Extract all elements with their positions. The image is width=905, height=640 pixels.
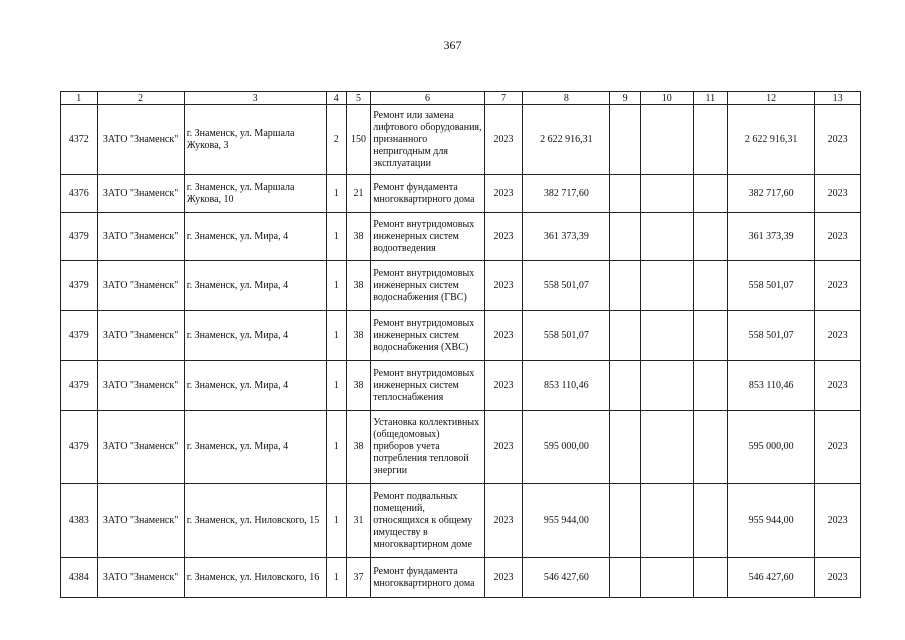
column-header: 1 (61, 92, 98, 105)
cell-c11 (693, 261, 727, 311)
cell-c11 (693, 213, 727, 261)
cell-c13: 2023 (815, 261, 861, 311)
table-row (61, 484, 861, 558)
cell-c11 (693, 105, 727, 175)
cell-c4: 1 (326, 213, 346, 261)
cell-org: ЗАТО "Знаменск" (97, 558, 184, 598)
cell-year: 2023 (484, 484, 523, 558)
cell-c13: 2023 (815, 411, 861, 484)
table-row (61, 175, 861, 213)
column-header: 9 (610, 92, 640, 105)
cell-work: Ремонт внутридомовых инженерных систем водоотведения (371, 213, 485, 261)
cell-c10 (640, 484, 693, 558)
cell-c9 (610, 361, 640, 411)
cell-org: ЗАТО "Знаменск" (97, 484, 184, 558)
cell-org: ЗАТО "Знаменск" (97, 311, 184, 361)
cell-c10 (640, 411, 693, 484)
table-row (61, 213, 861, 261)
table-row (61, 411, 861, 484)
cell-org: ЗАТО "Знаменск" (97, 261, 184, 311)
cell-org: ЗАТО "Знаменск" (97, 411, 184, 484)
cell-work: Ремонт фундамента многоквартирного дома (371, 558, 485, 598)
cell-c12: 546 427,60 (728, 558, 815, 598)
cell-address: г. Знаменск, ул. Мира, 4 (184, 361, 326, 411)
cell-c5: 38 (346, 361, 370, 411)
cell-total: 546 427,60 (523, 558, 610, 598)
cell-total: 382 717,60 (523, 175, 610, 213)
cell-id: 4379 (61, 411, 98, 484)
cell-c10 (640, 175, 693, 213)
table-row (61, 558, 861, 598)
cell-total: 2 622 916,31 (523, 105, 610, 175)
table-header-row (61, 92, 861, 105)
cell-work: Ремонт фундамента многоквартирного дома (371, 175, 485, 213)
cell-c5: 38 (346, 261, 370, 311)
cell-c13: 2023 (815, 213, 861, 261)
cell-year: 2023 (484, 105, 523, 175)
table-row (61, 361, 861, 411)
cell-c10 (640, 361, 693, 411)
column-header: 8 (523, 92, 610, 105)
cell-id: 4372 (61, 105, 98, 175)
cell-c12: 955 944,00 (728, 484, 815, 558)
cell-c12: 558 501,07 (728, 311, 815, 361)
cell-address: г. Знаменск, ул. Ниловского, 15 (184, 484, 326, 558)
cell-c12: 853 110,46 (728, 361, 815, 411)
cell-org: ЗАТО "Знаменск" (97, 361, 184, 411)
cell-total: 595 000,00 (523, 411, 610, 484)
cell-total: 558 501,07 (523, 261, 610, 311)
cell-address: г. Знаменск, ул. Мира, 4 (184, 213, 326, 261)
cell-org: ЗАТО "Знаменск" (97, 175, 184, 213)
cell-c4: 1 (326, 411, 346, 484)
cell-total: 853 110,46 (523, 361, 610, 411)
cell-c13: 2023 (815, 105, 861, 175)
cell-c9 (610, 484, 640, 558)
cell-c13: 2023 (815, 175, 861, 213)
cell-c9 (610, 105, 640, 175)
cell-c11 (693, 411, 727, 484)
cell-id: 4384 (61, 558, 98, 598)
column-header: 6 (371, 92, 485, 105)
cell-total: 558 501,07 (523, 311, 610, 361)
cell-id: 4379 (61, 361, 98, 411)
cell-total: 955 944,00 (523, 484, 610, 558)
cell-c4: 1 (326, 558, 346, 598)
cell-org: ЗАТО "Знаменск" (97, 213, 184, 261)
cell-c10 (640, 558, 693, 598)
cell-address: г. Знаменск, ул. Ниловского, 16 (184, 558, 326, 598)
cell-work: Ремонт подвальных помещений, относящихся к общему имуществу в многоквартирном доме (371, 484, 485, 558)
cell-c5: 38 (346, 311, 370, 361)
cell-c5: 31 (346, 484, 370, 558)
cell-year: 2023 (484, 411, 523, 484)
cell-address: г. Знаменск, ул. Маршала Жукова, 10 (184, 175, 326, 213)
column-header: 11 (693, 92, 727, 105)
cell-c11 (693, 361, 727, 411)
cell-c12: 2 622 916,31 (728, 105, 815, 175)
cell-year: 2023 (484, 261, 523, 311)
cell-address: г. Знаменск, ул. Мира, 4 (184, 261, 326, 311)
cell-c11 (693, 311, 727, 361)
cell-id: 4376 (61, 175, 98, 213)
cell-c13: 2023 (815, 361, 861, 411)
column-header: 12 (728, 92, 815, 105)
cell-c5: 38 (346, 213, 370, 261)
cell-id: 4379 (61, 261, 98, 311)
cell-c12: 382 717,60 (728, 175, 815, 213)
cell-work: Ремонт внутридомовых инженерных систем водоснабжения (ХВС) (371, 311, 485, 361)
cell-c11 (693, 484, 727, 558)
cell-work: Установка коллективных (общедомовых) приборов учета потребления тепловой энергии (371, 411, 485, 484)
cell-work: Ремонт или замена лифтового оборудования, признанного непригодным для эксплуатации (371, 105, 485, 175)
cell-c4: 1 (326, 361, 346, 411)
cell-id: 4379 (61, 213, 98, 261)
cell-c10 (640, 261, 693, 311)
cell-c13: 2023 (815, 558, 861, 598)
cell-c5: 21 (346, 175, 370, 213)
cell-c9 (610, 175, 640, 213)
cell-id: 4383 (61, 484, 98, 558)
table-row (61, 311, 861, 361)
column-header: 5 (346, 92, 370, 105)
cell-year: 2023 (484, 558, 523, 598)
cell-c12: 558 501,07 (728, 261, 815, 311)
cell-year: 2023 (484, 213, 523, 261)
column-header: 10 (640, 92, 693, 105)
cell-c4: 1 (326, 311, 346, 361)
cell-year: 2023 (484, 361, 523, 411)
table-row (61, 105, 861, 175)
cell-c9 (610, 213, 640, 261)
cell-c4: 2 (326, 105, 346, 175)
cell-c9 (610, 261, 640, 311)
cell-c4: 1 (326, 261, 346, 311)
cell-c10 (640, 311, 693, 361)
cell-c4: 1 (326, 484, 346, 558)
column-header: 2 (97, 92, 184, 105)
cell-address: г. Знаменск, ул. Мира, 4 (184, 411, 326, 484)
cell-c4: 1 (326, 175, 346, 213)
cell-work: Ремонт внутридомовых инженерных систем теплоснабжения (371, 361, 485, 411)
cell-org: ЗАТО "Знаменск" (97, 105, 184, 175)
cell-c12: 595 000,00 (728, 411, 815, 484)
cell-address: г. Знаменск, ул. Маршала Жукова, 3 (184, 105, 326, 175)
cell-c12: 361 373,39 (728, 213, 815, 261)
column-header: 4 (326, 92, 346, 105)
cell-c5: 150 (346, 105, 370, 175)
cell-c13: 2023 (815, 484, 861, 558)
column-header: 3 (184, 92, 326, 105)
cell-c10 (640, 213, 693, 261)
cell-address: г. Знаменск, ул. Мира, 4 (184, 311, 326, 361)
column-header: 13 (815, 92, 861, 105)
cell-c11 (693, 175, 727, 213)
cell-c10 (640, 105, 693, 175)
cell-c5: 38 (346, 411, 370, 484)
cell-year: 2023 (484, 175, 523, 213)
cell-c9 (610, 411, 640, 484)
cell-c11 (693, 558, 727, 598)
cell-total: 361 373,39 (523, 213, 610, 261)
cell-c9 (610, 311, 640, 361)
cell-work: Ремонт внутридомовых инженерных систем водоснабжения (ГВС) (371, 261, 485, 311)
table-row (61, 261, 861, 311)
page-number: 367 (443, 38, 462, 52)
repair-program-table (60, 91, 861, 598)
cell-c5: 37 (346, 558, 370, 598)
cell-year: 2023 (484, 311, 523, 361)
cell-c9 (610, 558, 640, 598)
cell-c13: 2023 (815, 311, 861, 361)
column-header: 7 (484, 92, 523, 105)
cell-id: 4379 (61, 311, 98, 361)
